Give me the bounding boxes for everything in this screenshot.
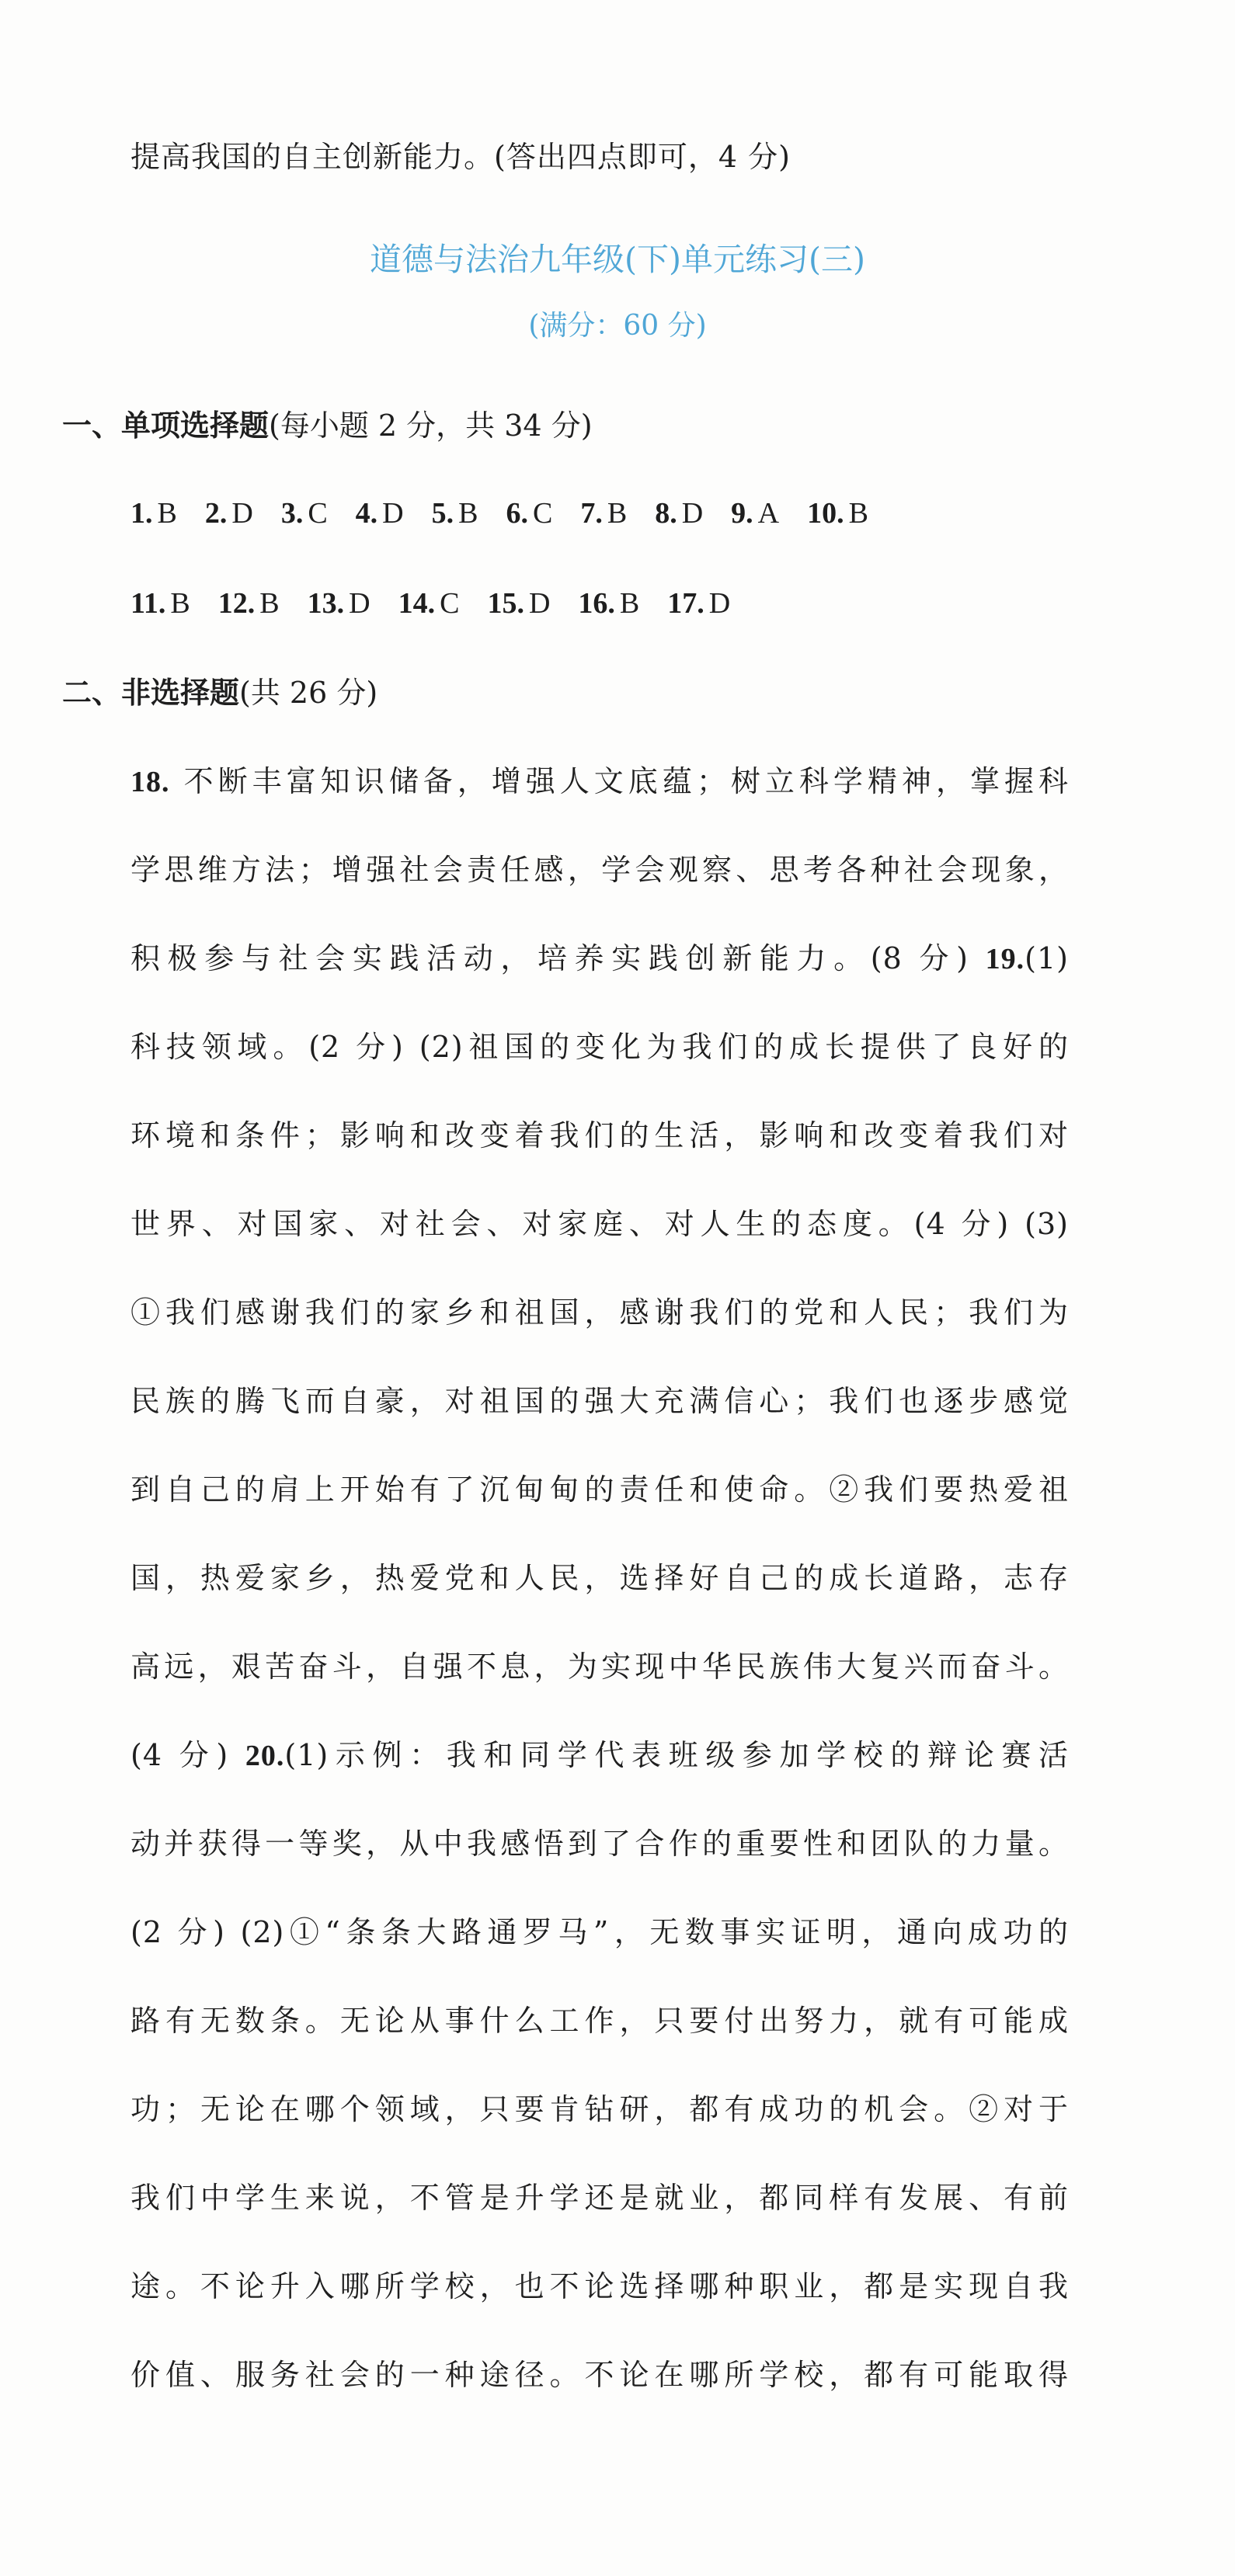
answer-number: 15.	[487, 587, 524, 620]
top-line: 提高我国的自主创新能力。(答出四点即可，4 分)	[130, 140, 791, 174]
answer-item	[308, 584, 370, 622]
answer-item	[578, 584, 639, 622]
body-line: 民族的腾飞而自豪，对祖国的强大充满信心；我们也逐步感觉	[130, 1384, 1069, 1418]
body-line: 动并获得一等奖，从中我感悟到了合作的重要性和团队的力量。	[130, 1827, 1069, 1861]
body-line: 到自己的肩上开始有了沉甸甸的责任和使命。②我们要热爱祖	[130, 1472, 1069, 1507]
body-line	[130, 763, 1069, 801]
answer-choice: B	[619, 587, 640, 620]
answer-choice: D	[708, 587, 731, 620]
answer-number: 6.	[506, 497, 528, 530]
answer-choice: C	[532, 497, 553, 530]
body-line	[130, 940, 1069, 978]
answer-number: 12.	[217, 587, 256, 620]
answer-item	[398, 584, 460, 622]
section-two-heading	[62, 674, 377, 711]
answer-number: 14.	[398, 587, 436, 620]
answer-item	[130, 494, 177, 532]
body-line: 科技领域。(2 分) (2)祖国的变化为我们的成长提供了良好的	[130, 1030, 1069, 1064]
answer-item	[667, 584, 730, 622]
body-line: 功；无论在哪个领域，只要肯钻研，都有成功的机会。②对于	[130, 2092, 1069, 2126]
answer-choice: B	[607, 497, 628, 530]
answer-choice: A	[757, 497, 780, 530]
body-line: 路有无数条。无论从事什么工作，只要付出努力，就有可能成	[130, 2004, 1069, 2038]
section-one-heading	[62, 407, 593, 444]
answer-choice: B	[170, 587, 190, 620]
answer-choice: B	[458, 497, 478, 530]
answer-choice: D	[231, 497, 253, 530]
section-two-note: (共 26 分)	[239, 676, 378, 710]
answer-number: 13.	[307, 587, 345, 620]
page-subtitle: (满分：60 分)	[528, 310, 707, 342]
answer-item	[807, 494, 868, 532]
answer-choice: D	[528, 587, 551, 620]
answer-item	[506, 494, 552, 532]
answer-choice: B	[848, 497, 868, 530]
answer-item	[281, 494, 328, 532]
body-text: 不断丰富知识储备，增强人文底蕴；树立科学精神，掌握科	[183, 764, 1069, 798]
body-line: 途。不论升入哪所学校，也不论选择哪种职业，都是实现自我	[130, 2269, 1069, 2303]
answer-item	[205, 494, 253, 532]
body-line: 国，热爱家乡，热爱党和人民，选择好自己的成长道路，志存	[130, 1561, 1069, 1595]
answers-row-2	[130, 584, 758, 622]
answer-number: 11.	[130, 587, 166, 620]
section-one-note: (每小题 2 分，共 34 分)	[269, 408, 593, 443]
page-title: 道德与法治九年级(下)单元练习(三)	[370, 241, 865, 278]
body-line: (2 分) (2)①“条条大路通罗马”，无数事实证明，通向成功的	[130, 1915, 1069, 1949]
section-two-title: 二、非选择题	[62, 675, 240, 710]
answer-choice: D	[349, 587, 370, 620]
answer-number: 17.	[667, 587, 704, 620]
answer-item	[432, 494, 478, 532]
question-number-20: 20.	[245, 1740, 285, 1772]
answer-choice: C	[440, 587, 460, 620]
answer-number: 7.	[580, 497, 603, 530]
answer-number: 4.	[355, 497, 378, 530]
section-one-title: 一、单项选择题	[62, 408, 270, 443]
body-line	[130, 1736, 1069, 1775]
body-line: 高远，艰苦奋斗，自强不息，为实现中华民族伟大复兴而奋斗。	[130, 1650, 1069, 1684]
question-number-18: 18.	[130, 766, 170, 798]
question-number-19: 19.	[985, 943, 1025, 975]
body-line: 我们中学生来说，不管是升学还是就业，都同样有发展、有前	[130, 2181, 1069, 2215]
body-line: 价值、服务社会的一种途径。不论在哪所学校，都有可能取得	[130, 2358, 1069, 2392]
answer-item	[218, 584, 280, 622]
body-text: (1)示例：我和同学代表班级参加学校的辩论赛活	[284, 1738, 1069, 1772]
body-text: (4 分)	[130, 1738, 229, 1772]
answer-item	[130, 584, 190, 622]
answer-choice: B	[157, 497, 177, 530]
answer-item	[731, 494, 779, 532]
body-text: 积极参与社会实践活动，培养实践创新能力。(8 分)	[130, 941, 969, 975]
answer-number: 9.	[731, 497, 753, 530]
answer-choice: B	[259, 587, 280, 620]
answer-item	[487, 584, 550, 622]
answer-number: 5.	[431, 497, 454, 530]
answer-number: 10.	[807, 497, 844, 530]
answer-item	[655, 494, 703, 532]
body-line: 世界、对国家、对社会、对家庭、对人生的态度。(4 分) (3)	[130, 1207, 1069, 1241]
body-line: 环境和条件；影响和改变着我们的生活，影响和改变着我们对	[130, 1118, 1069, 1152]
answer-number: 1.	[130, 497, 153, 530]
body-line: 学思维方法；增强社会责任感，学会观察、思考各种社会现象，	[130, 853, 1069, 887]
answer-item	[580, 494, 627, 532]
answer-number: 16.	[578, 587, 615, 620]
answer-number: 3.	[280, 497, 304, 530]
answer-choice: C	[308, 497, 328, 530]
answer-number: 8.	[655, 497, 677, 530]
answer-item	[356, 494, 404, 532]
answer-number: 2.	[204, 497, 228, 530]
body-text: (1)	[1025, 941, 1069, 975]
body-line: ①我们感谢我们的家乡和祖国，感谢我们的党和人民；我们为	[130, 1295, 1069, 1330]
answer-choice: D	[382, 497, 404, 530]
answers-row-1	[130, 494, 896, 532]
answer-choice: D	[681, 497, 704, 530]
